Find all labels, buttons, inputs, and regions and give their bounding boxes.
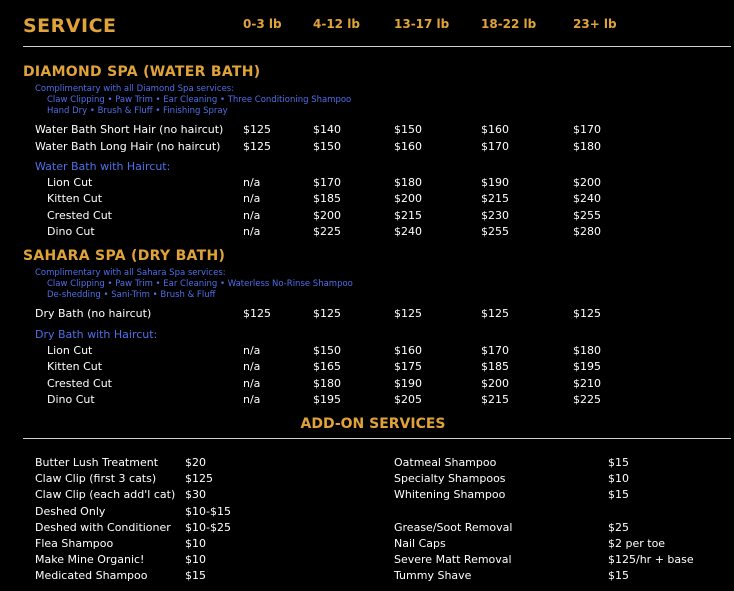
diamond-haircut-row-price: $180 [394,176,422,189]
sahara-haircut-row-price: $205 [394,392,422,406]
diamond-haircut-row-name: Dino Cut [47,224,95,238]
diamond-haircut-row-price: $240 [573,192,601,206]
addon-right-name: Tummy Shave [394,569,472,583]
sahara-haircut-row-name: Kitten Cut [47,360,103,374]
service-header: SERVICE [23,15,117,37]
weight-header-18-22: 18-22 lb [481,17,537,31]
diamond-haircut-row-name: Kitten Cut [47,192,103,206]
sahara-haircut-row-price: n/a [243,360,261,374]
diamond-haircut-row-price: n/a [243,176,261,189]
diamond-haircut-row-price: $280 [573,224,601,238]
diamond-row-price: $140 [313,123,341,136]
sahara-spa-title: SAHARA SPA (DRY BATH) [23,248,226,264]
sahara-haircut-row-price: $195 [573,360,601,374]
sahara-row-price: $125 [243,307,271,320]
diamond-haircut-row-price: $255 [573,208,601,222]
diamond-row-price: $160 [394,139,422,153]
diamond-row-price: $180 [573,139,601,153]
addon-right-price: $15 [608,488,629,502]
addon-right-price: $25 [608,520,629,534]
sahara-haircut-row-price: $195 [313,392,341,406]
sahara-haircut-row-price: $170 [481,344,509,357]
diamond-complimentary-line2: Hand Dry • Brush & Fluff • Finishing Spray [47,106,228,116]
sahara-row-price: $125 [394,307,422,320]
diamond-haircut-row-price: n/a [243,224,261,238]
sahara-haircut-row-price: $215 [481,392,509,406]
addon-left-price: $20 [185,456,206,469]
addon-left-price: $30 [185,488,206,502]
addon-left-price: $10 [185,537,206,550]
addon-left-price: $10-$15 [185,504,231,518]
sahara-haircut-row-price: $180 [313,376,341,390]
diamond-haircut-row-price: $215 [394,208,422,222]
addon-right-name: Severe Matt Removal [394,553,512,567]
weight-header-4-12: 4-12 lb [313,17,360,31]
sahara-haircut-row-price: $175 [394,360,422,374]
weight-header-23-plus: 23+ lb [573,17,617,31]
sahara-haircut-row-name: Crested Cut [47,376,112,390]
diamond-haircut-row-price: $200 [313,208,341,222]
diamond-haircut-label: Water Bath with Haircut: [35,160,171,173]
diamond-row-price: $170 [573,123,601,136]
diamond-haircut-row-name: Crested Cut [47,208,112,222]
diamond-haircut-row-price: $225 [313,224,341,238]
sahara-complimentary-line1: Claw Clipping • Paw Trim • Ear Cleaning • Waterless No-Rinse Shampoo [47,279,353,289]
addon-right-name: Whitening Shampoo [394,488,506,502]
diamond-haircut-row-price: $200 [394,192,422,206]
diamond-row-price: $160 [481,123,509,136]
sahara-haircut-row-price: $200 [481,376,509,390]
diamond-row-name: Water Bath Long Hair (no haircut) [35,139,221,153]
addon-right-price: $15 [608,569,629,583]
diamond-haircut-row-price: $185 [313,192,341,206]
sahara-row-price: $125 [573,307,601,320]
addon-left-name: Claw Clip (first 3 cats) [35,472,157,486]
weight-header-13-17: 13-17 lb [394,17,450,31]
sahara-complimentary-label: Complimentary with all Sahara Spa services: [35,268,226,278]
addon-left-name: Make Mine Organic! [35,553,145,567]
addon-services-title: ADD-ON SERVICES [300,416,446,432]
sahara-haircut-row-price: $165 [313,360,341,374]
addon-right-name: Nail Caps [394,537,446,550]
diamond-haircut-row-price: $200 [573,176,601,189]
sahara-haircut-row-price: $225 [573,392,601,406]
diamond-row-price: $125 [243,123,271,136]
addon-left-name: Medicated Shampoo [35,569,148,583]
diamond-row-price: $150 [313,139,341,153]
diamond-row-name: Water Bath Short Hair (no haircut) [35,123,224,136]
addon-right-name: Oatmeal Shampoo [394,456,497,469]
addon-left-price: $125 [185,472,213,486]
addon-left-price: $15 [185,569,206,583]
addon-left-price: $10 [185,553,206,567]
addon-left-name: Deshed with Conditioner [35,520,171,534]
sahara-haircut-row-name: Dino Cut [47,392,95,406]
diamond-complimentary-line1: Claw Clipping • Paw Trim • Ear Cleaning • Three Conditioning Shampoo [47,95,352,105]
diamond-haircut-row-price: $170 [313,176,341,189]
diamond-row-price: $150 [394,123,422,136]
addon-left-name: Claw Clip (each add'l cat) [35,488,176,502]
diamond-haircut-row-price: $190 [481,176,509,189]
addon-right-name: Grease/Soot Removal [394,520,513,534]
header-divider [23,46,731,47]
diamond-haircut-row-price: n/a [243,192,261,206]
addon-right-price: $125/hr + base [608,553,694,567]
sahara-haircut-row-price: $210 [573,376,601,390]
sahara-complimentary-line2: De-shedding • Sani-Trim • Brush & Fluff [47,290,216,300]
addon-left-name: Butter Lush Treatment [35,456,159,469]
sahara-row-price: $125 [481,307,509,320]
sahara-haircut-row-price: $160 [394,344,422,357]
sahara-haircut-row-name: Lion Cut [47,344,93,357]
sahara-haircut-row-price: n/a [243,392,261,406]
addon-right-price: $15 [608,456,629,469]
sahara-haircut-row-price: $190 [394,376,422,390]
diamond-complimentary-label: Complimentary with all Diamond Spa services: [35,84,235,94]
diamond-haircut-row-price: $255 [481,224,509,238]
diamond-haircut-row-price: $230 [481,208,509,222]
diamond-haircut-row-price: $215 [481,192,509,206]
sahara-haircut-row-price: $180 [573,344,601,357]
sahara-haircut-row-price: n/a [243,376,261,390]
diamond-haircut-row-price: n/a [243,208,261,222]
sahara-haircut-row-price: $185 [481,360,509,374]
sahara-haircut-label: Dry Bath with Haircut: [35,328,158,341]
addon-right-price: $10 [608,472,629,486]
addon-right-price: $2 per toe [608,537,666,550]
diamond-haircut-row-name: Lion Cut [47,176,93,189]
diamond-spa-title: DIAMOND SPA (WATER BATH) [23,64,261,80]
sahara-row-name: Dry Bath (no haircut) [35,307,152,320]
sahara-row-price: $125 [313,307,341,320]
addon-left-name: Flea Shampoo [35,537,114,550]
sahara-haircut-row-price: $150 [313,344,341,357]
weight-header-0-3: 0-3 lb [243,17,282,31]
diamond-haircut-row-price: $240 [394,224,422,238]
addon-right-name: Specialty Shampoos [394,472,506,486]
addon-left-name: Deshed Only [35,504,106,518]
diamond-row-price: $170 [481,139,509,153]
addon-left-price: $10-$25 [185,520,231,534]
diamond-row-price: $125 [243,139,271,153]
addon-divider [23,438,731,439]
sahara-haircut-row-price: n/a [243,344,261,357]
